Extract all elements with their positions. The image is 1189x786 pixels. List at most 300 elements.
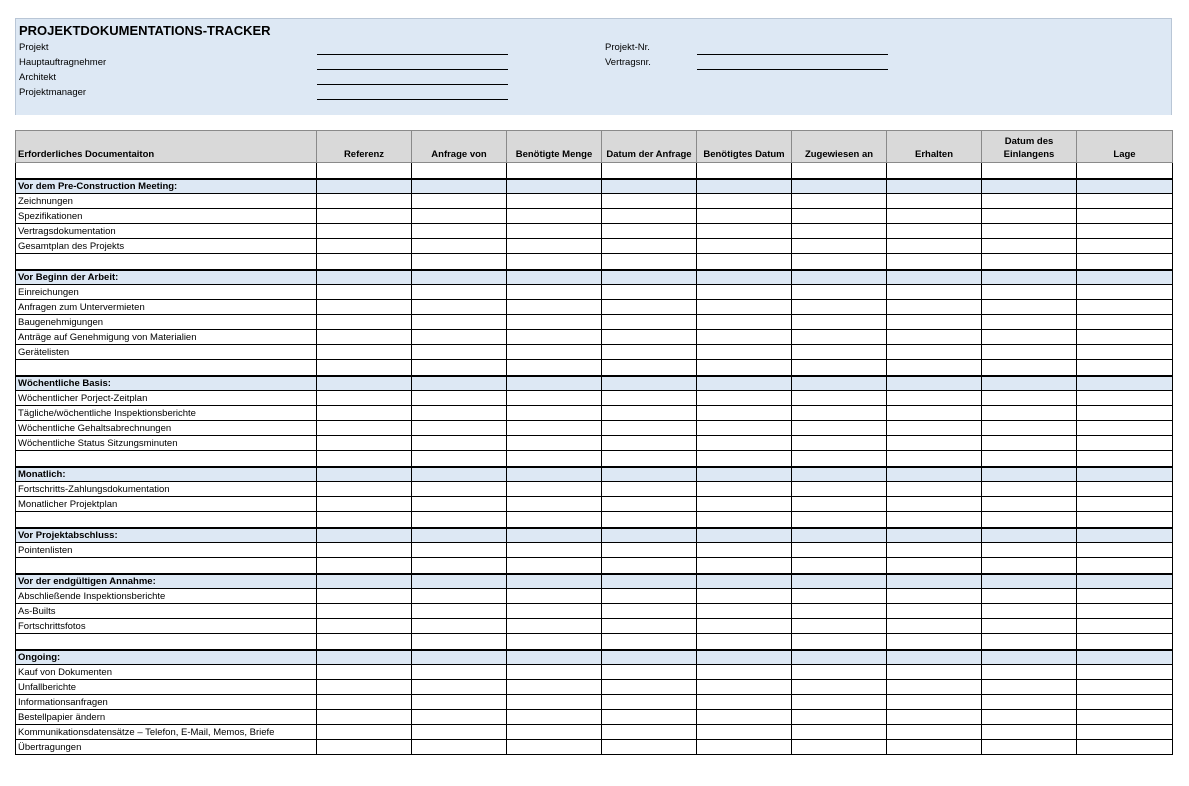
table-cell[interactable] bbox=[697, 300, 792, 315]
table-cell[interactable] bbox=[697, 270, 792, 285]
table-cell[interactable] bbox=[1077, 543, 1173, 558]
table-cell[interactable] bbox=[602, 330, 697, 345]
table-cell[interactable] bbox=[507, 376, 602, 391]
table-cell[interactable] bbox=[602, 740, 697, 755]
table-cell[interactable] bbox=[507, 543, 602, 558]
table-cell[interactable] bbox=[602, 482, 697, 497]
table-cell[interactable] bbox=[887, 270, 982, 285]
table-cell[interactable] bbox=[507, 345, 602, 360]
table-cell[interactable] bbox=[887, 543, 982, 558]
table-cell[interactable] bbox=[317, 558, 412, 574]
table-cell[interactable] bbox=[507, 436, 602, 451]
table-cell[interactable] bbox=[792, 163, 887, 179]
table-cell[interactable] bbox=[697, 224, 792, 239]
table-cell[interactable] bbox=[697, 558, 792, 574]
table-cell[interactable] bbox=[792, 619, 887, 634]
table-cell[interactable] bbox=[602, 680, 697, 695]
table-cell[interactable] bbox=[1077, 634, 1173, 650]
table-cell[interactable] bbox=[412, 634, 507, 650]
table-cell[interactable] bbox=[507, 619, 602, 634]
table-cell[interactable] bbox=[792, 391, 887, 406]
table-cell[interactable] bbox=[507, 467, 602, 482]
table-cell[interactable] bbox=[982, 239, 1077, 254]
table-cell[interactable] bbox=[792, 665, 887, 680]
table-cell[interactable] bbox=[602, 376, 697, 391]
table-cell[interactable] bbox=[792, 558, 887, 574]
table-cell[interactable] bbox=[317, 421, 412, 436]
table-cell[interactable] bbox=[412, 680, 507, 695]
table-cell[interactable] bbox=[507, 512, 602, 528]
table-cell[interactable] bbox=[507, 179, 602, 194]
table-cell[interactable] bbox=[317, 482, 412, 497]
table-cell[interactable] bbox=[697, 467, 792, 482]
table-cell[interactable] bbox=[602, 194, 697, 209]
table-cell[interactable] bbox=[887, 634, 982, 650]
table-cell[interactable] bbox=[982, 497, 1077, 512]
table-cell[interactable] bbox=[982, 604, 1077, 619]
table-cell[interactable] bbox=[1077, 391, 1173, 406]
table-cell[interactable] bbox=[602, 421, 697, 436]
table-cell[interactable] bbox=[792, 695, 887, 710]
table-cell[interactable] bbox=[982, 558, 1077, 574]
table-cell[interactable] bbox=[982, 421, 1077, 436]
table-cell[interactable] bbox=[16, 451, 317, 467]
table-cell[interactable] bbox=[697, 725, 792, 740]
table-cell[interactable] bbox=[317, 270, 412, 285]
table-cell[interactable] bbox=[792, 710, 887, 725]
table-cell[interactable] bbox=[507, 300, 602, 315]
table-cell[interactable] bbox=[1077, 710, 1173, 725]
table-cell[interactable] bbox=[792, 209, 887, 224]
table-cell[interactable] bbox=[697, 179, 792, 194]
table-cell[interactable] bbox=[317, 497, 412, 512]
table-cell[interactable] bbox=[887, 254, 982, 270]
table-cell[interactable] bbox=[792, 224, 887, 239]
table-cell[interactable] bbox=[1077, 315, 1173, 330]
table-cell[interactable] bbox=[1077, 558, 1173, 574]
table-cell[interactable] bbox=[792, 254, 887, 270]
table-cell[interactable] bbox=[1077, 604, 1173, 619]
table-cell[interactable] bbox=[602, 406, 697, 421]
table-cell[interactable] bbox=[602, 634, 697, 650]
table-cell[interactable] bbox=[507, 497, 602, 512]
table-cell[interactable] bbox=[412, 270, 507, 285]
table-cell[interactable] bbox=[1077, 163, 1173, 179]
table-cell[interactable] bbox=[602, 254, 697, 270]
table-cell[interactable] bbox=[697, 543, 792, 558]
table-cell[interactable] bbox=[602, 315, 697, 330]
table-cell[interactable] bbox=[507, 406, 602, 421]
table-cell[interactable] bbox=[602, 436, 697, 451]
table-cell[interactable] bbox=[792, 179, 887, 194]
table-cell[interactable] bbox=[602, 543, 697, 558]
table-cell[interactable] bbox=[982, 543, 1077, 558]
table-cell[interactable] bbox=[887, 360, 982, 376]
table-cell[interactable] bbox=[792, 300, 887, 315]
table-cell[interactable] bbox=[602, 497, 697, 512]
table-cell[interactable] bbox=[412, 589, 507, 604]
table-cell[interactable] bbox=[317, 224, 412, 239]
table-cell[interactable] bbox=[412, 254, 507, 270]
table-cell[interactable] bbox=[507, 360, 602, 376]
table-cell[interactable] bbox=[1077, 330, 1173, 345]
table-cell[interactable] bbox=[602, 360, 697, 376]
table-cell[interactable] bbox=[16, 360, 317, 376]
table-cell[interactable] bbox=[1077, 406, 1173, 421]
field-input-hauptauftragnehmer[interactable] bbox=[317, 69, 508, 70]
table-cell[interactable] bbox=[792, 725, 887, 740]
table-cell[interactable] bbox=[1077, 665, 1173, 680]
table-cell[interactable] bbox=[412, 619, 507, 634]
table-cell[interactable] bbox=[887, 300, 982, 315]
table-cell[interactable] bbox=[412, 194, 507, 209]
table-cell[interactable] bbox=[887, 406, 982, 421]
table-cell[interactable] bbox=[602, 209, 697, 224]
table-cell[interactable] bbox=[602, 451, 697, 467]
table-cell[interactable] bbox=[792, 315, 887, 330]
table-cell[interactable] bbox=[1077, 574, 1173, 589]
table-cell[interactable] bbox=[1077, 528, 1173, 543]
table-cell[interactable] bbox=[412, 360, 507, 376]
table-cell[interactable] bbox=[412, 604, 507, 619]
table-cell[interactable] bbox=[1077, 482, 1173, 497]
table-cell[interactable] bbox=[412, 512, 507, 528]
table-cell[interactable] bbox=[317, 740, 412, 755]
table-cell[interactable] bbox=[317, 543, 412, 558]
table-cell[interactable] bbox=[887, 558, 982, 574]
table-cell[interactable] bbox=[602, 725, 697, 740]
table-cell[interactable] bbox=[887, 512, 982, 528]
table-cell[interactable] bbox=[697, 497, 792, 512]
table-cell[interactable] bbox=[697, 360, 792, 376]
table-cell[interactable] bbox=[507, 421, 602, 436]
table-cell[interactable] bbox=[507, 194, 602, 209]
table-cell[interactable] bbox=[317, 330, 412, 345]
table-cell[interactable] bbox=[412, 451, 507, 467]
table-cell[interactable] bbox=[982, 634, 1077, 650]
table-cell[interactable] bbox=[792, 650, 887, 665]
table-cell[interactable] bbox=[602, 665, 697, 680]
table-cell[interactable] bbox=[792, 421, 887, 436]
field-input-projektmanager[interactable] bbox=[317, 99, 508, 100]
table-cell[interactable] bbox=[412, 421, 507, 436]
table-cell[interactable] bbox=[317, 665, 412, 680]
table-cell[interactable] bbox=[697, 512, 792, 528]
table-cell[interactable] bbox=[317, 467, 412, 482]
table-cell[interactable] bbox=[317, 451, 412, 467]
table-cell[interactable] bbox=[16, 163, 317, 179]
table-cell[interactable] bbox=[602, 604, 697, 619]
table-cell[interactable] bbox=[792, 589, 887, 604]
table-cell[interactable] bbox=[602, 179, 697, 194]
table-cell[interactable] bbox=[1077, 421, 1173, 436]
table-cell[interactable] bbox=[507, 650, 602, 665]
field-input-vertragsnr[interactable] bbox=[697, 69, 888, 70]
table-cell[interactable] bbox=[982, 270, 1077, 285]
table-cell[interactable] bbox=[982, 695, 1077, 710]
table-cell[interactable] bbox=[317, 710, 412, 725]
table-cell[interactable] bbox=[412, 695, 507, 710]
table-cell[interactable] bbox=[697, 574, 792, 589]
table-cell[interactable] bbox=[507, 710, 602, 725]
table-cell[interactable] bbox=[317, 194, 412, 209]
table-cell[interactable] bbox=[697, 239, 792, 254]
table-cell[interactable] bbox=[792, 482, 887, 497]
table-cell[interactable] bbox=[697, 315, 792, 330]
table-cell[interactable] bbox=[317, 391, 412, 406]
table-cell[interactable] bbox=[982, 436, 1077, 451]
table-cell[interactable] bbox=[1077, 451, 1173, 467]
table-cell[interactable] bbox=[317, 436, 412, 451]
table-cell[interactable] bbox=[887, 345, 982, 360]
table-cell[interactable] bbox=[1077, 725, 1173, 740]
table-cell[interactable] bbox=[697, 209, 792, 224]
table-cell[interactable] bbox=[412, 224, 507, 239]
table-cell[interactable] bbox=[887, 436, 982, 451]
table-cell[interactable] bbox=[412, 345, 507, 360]
table-cell[interactable] bbox=[792, 680, 887, 695]
table-cell[interactable] bbox=[792, 543, 887, 558]
table-cell[interactable] bbox=[887, 315, 982, 330]
table-cell[interactable] bbox=[697, 163, 792, 179]
table-cell[interactable] bbox=[792, 528, 887, 543]
table-cell[interactable] bbox=[982, 179, 1077, 194]
table-cell[interactable] bbox=[887, 680, 982, 695]
table-cell[interactable] bbox=[412, 209, 507, 224]
table-cell[interactable] bbox=[1077, 179, 1173, 194]
table-cell[interactable] bbox=[317, 604, 412, 619]
table-cell[interactable] bbox=[982, 725, 1077, 740]
table-cell[interactable] bbox=[887, 665, 982, 680]
table-cell[interactable] bbox=[602, 391, 697, 406]
table-cell[interactable] bbox=[1077, 194, 1173, 209]
table-cell[interactable] bbox=[887, 209, 982, 224]
table-cell[interactable] bbox=[887, 650, 982, 665]
table-cell[interactable] bbox=[412, 406, 507, 421]
table-cell[interactable] bbox=[982, 285, 1077, 300]
table-cell[interactable] bbox=[412, 574, 507, 589]
table-cell[interactable] bbox=[1077, 224, 1173, 239]
table-cell[interactable] bbox=[982, 209, 1077, 224]
table-cell[interactable] bbox=[507, 680, 602, 695]
table-cell[interactable] bbox=[1077, 512, 1173, 528]
table-cell[interactable] bbox=[887, 179, 982, 194]
table-cell[interactable] bbox=[507, 330, 602, 345]
table-cell[interactable] bbox=[982, 194, 1077, 209]
table-cell[interactable] bbox=[697, 650, 792, 665]
table-cell[interactable] bbox=[887, 619, 982, 634]
table-cell[interactable] bbox=[317, 209, 412, 224]
table-cell[interactable] bbox=[887, 497, 982, 512]
table-cell[interactable] bbox=[16, 558, 317, 574]
table-cell[interactable] bbox=[412, 315, 507, 330]
table-cell[interactable] bbox=[697, 345, 792, 360]
table-cell[interactable] bbox=[697, 482, 792, 497]
table-cell[interactable] bbox=[507, 574, 602, 589]
table-cell[interactable] bbox=[697, 604, 792, 619]
table-cell[interactable] bbox=[887, 604, 982, 619]
table-cell[interactable] bbox=[507, 285, 602, 300]
table-cell[interactable] bbox=[317, 680, 412, 695]
table-cell[interactable] bbox=[982, 406, 1077, 421]
table-cell[interactable] bbox=[697, 634, 792, 650]
table-cell[interactable] bbox=[982, 574, 1077, 589]
table-cell[interactable] bbox=[697, 451, 792, 467]
table-cell[interactable] bbox=[602, 300, 697, 315]
table-cell[interactable] bbox=[1077, 740, 1173, 755]
table-cell[interactable] bbox=[412, 239, 507, 254]
table-cell[interactable] bbox=[1077, 345, 1173, 360]
table-cell[interactable] bbox=[792, 406, 887, 421]
table-cell[interactable] bbox=[887, 528, 982, 543]
table-cell[interactable] bbox=[317, 589, 412, 604]
table-cell[interactable] bbox=[602, 512, 697, 528]
table-cell[interactable] bbox=[792, 451, 887, 467]
table-cell[interactable] bbox=[1077, 209, 1173, 224]
table-cell[interactable] bbox=[507, 315, 602, 330]
field-input-projekt-nr[interactable] bbox=[697, 54, 888, 55]
table-cell[interactable] bbox=[887, 451, 982, 467]
table-cell[interactable] bbox=[507, 695, 602, 710]
table-cell[interactable] bbox=[1077, 619, 1173, 634]
table-cell[interactable] bbox=[982, 680, 1077, 695]
table-cell[interactable] bbox=[507, 239, 602, 254]
table-cell[interactable] bbox=[697, 376, 792, 391]
table-cell[interactable] bbox=[887, 224, 982, 239]
table-cell[interactable] bbox=[792, 574, 887, 589]
table-cell[interactable] bbox=[412, 391, 507, 406]
table-cell[interactable] bbox=[602, 589, 697, 604]
table-cell[interactable] bbox=[317, 725, 412, 740]
table-cell[interactable] bbox=[982, 391, 1077, 406]
table-cell[interactable] bbox=[792, 740, 887, 755]
table-cell[interactable] bbox=[982, 665, 1077, 680]
table-cell[interactable] bbox=[697, 740, 792, 755]
table-cell[interactable] bbox=[1077, 376, 1173, 391]
table-cell[interactable] bbox=[507, 634, 602, 650]
table-cell[interactable] bbox=[982, 224, 1077, 239]
table-cell[interactable] bbox=[412, 163, 507, 179]
table-cell[interactable] bbox=[507, 224, 602, 239]
table-cell[interactable] bbox=[507, 558, 602, 574]
table-cell[interactable] bbox=[982, 619, 1077, 634]
table-cell[interactable] bbox=[602, 270, 697, 285]
table-cell[interactable] bbox=[982, 589, 1077, 604]
table-cell[interactable] bbox=[317, 239, 412, 254]
table-cell[interactable] bbox=[792, 376, 887, 391]
table-cell[interactable] bbox=[317, 619, 412, 634]
table-cell[interactable] bbox=[602, 345, 697, 360]
table-cell[interactable] bbox=[412, 285, 507, 300]
table-cell[interactable] bbox=[317, 315, 412, 330]
table-cell[interactable] bbox=[507, 740, 602, 755]
table-cell[interactable] bbox=[507, 451, 602, 467]
table-cell[interactable] bbox=[697, 406, 792, 421]
field-input-projekt[interactable] bbox=[317, 54, 508, 55]
table-cell[interactable] bbox=[317, 163, 412, 179]
table-cell[interactable] bbox=[982, 345, 1077, 360]
table-cell[interactable] bbox=[16, 254, 317, 270]
table-cell[interactable] bbox=[1077, 497, 1173, 512]
table-cell[interactable] bbox=[602, 528, 697, 543]
table-cell[interactable] bbox=[1077, 360, 1173, 376]
table-cell[interactable] bbox=[887, 376, 982, 391]
table-cell[interactable] bbox=[317, 254, 412, 270]
table-cell[interactable] bbox=[792, 285, 887, 300]
table-cell[interactable] bbox=[16, 634, 317, 650]
table-cell[interactable] bbox=[507, 482, 602, 497]
table-cell[interactable] bbox=[982, 163, 1077, 179]
table-cell[interactable] bbox=[887, 695, 982, 710]
table-cell[interactable] bbox=[982, 512, 1077, 528]
table-cell[interactable] bbox=[1077, 285, 1173, 300]
table-cell[interactable] bbox=[982, 710, 1077, 725]
table-cell[interactable] bbox=[792, 270, 887, 285]
table-cell[interactable] bbox=[412, 179, 507, 194]
table-cell[interactable] bbox=[507, 604, 602, 619]
table-cell[interactable] bbox=[602, 558, 697, 574]
table-cell[interactable] bbox=[317, 574, 412, 589]
table-cell[interactable] bbox=[982, 360, 1077, 376]
table-cell[interactable] bbox=[602, 619, 697, 634]
table-cell[interactable] bbox=[317, 650, 412, 665]
table-cell[interactable] bbox=[697, 710, 792, 725]
table-cell[interactable] bbox=[982, 740, 1077, 755]
table-cell[interactable] bbox=[887, 482, 982, 497]
table-cell[interactable] bbox=[887, 710, 982, 725]
table-cell[interactable] bbox=[887, 740, 982, 755]
table-cell[interactable] bbox=[792, 604, 887, 619]
table-cell[interactable] bbox=[317, 300, 412, 315]
table-cell[interactable] bbox=[412, 497, 507, 512]
table-cell[interactable] bbox=[792, 467, 887, 482]
table-cell[interactable] bbox=[602, 650, 697, 665]
table-cell[interactable] bbox=[602, 574, 697, 589]
table-cell[interactable] bbox=[1077, 436, 1173, 451]
table-cell[interactable] bbox=[1077, 589, 1173, 604]
table-cell[interactable] bbox=[982, 467, 1077, 482]
table-cell[interactable] bbox=[412, 300, 507, 315]
table-cell[interactable] bbox=[887, 239, 982, 254]
table-cell[interactable] bbox=[887, 194, 982, 209]
table-cell[interactable] bbox=[317, 634, 412, 650]
table-cell[interactable] bbox=[507, 163, 602, 179]
table-cell[interactable] bbox=[602, 239, 697, 254]
table-cell[interactable] bbox=[1077, 680, 1173, 695]
table-cell[interactable] bbox=[602, 163, 697, 179]
table-cell[interactable] bbox=[887, 391, 982, 406]
table-cell[interactable] bbox=[887, 163, 982, 179]
table-cell[interactable] bbox=[887, 285, 982, 300]
table-cell[interactable] bbox=[887, 725, 982, 740]
table-cell[interactable] bbox=[887, 330, 982, 345]
table-cell[interactable] bbox=[317, 376, 412, 391]
table-cell[interactable] bbox=[317, 406, 412, 421]
table-cell[interactable] bbox=[982, 528, 1077, 543]
table-cell[interactable] bbox=[602, 224, 697, 239]
table-cell[interactable] bbox=[697, 285, 792, 300]
table-cell[interactable] bbox=[887, 589, 982, 604]
table-cell[interactable] bbox=[412, 482, 507, 497]
table-cell[interactable] bbox=[317, 360, 412, 376]
table-cell[interactable] bbox=[412, 650, 507, 665]
table-cell[interactable] bbox=[507, 589, 602, 604]
table-cell[interactable] bbox=[887, 467, 982, 482]
table-cell[interactable] bbox=[1077, 254, 1173, 270]
table-cell[interactable] bbox=[507, 391, 602, 406]
table-cell[interactable] bbox=[317, 285, 412, 300]
table-cell[interactable] bbox=[792, 330, 887, 345]
